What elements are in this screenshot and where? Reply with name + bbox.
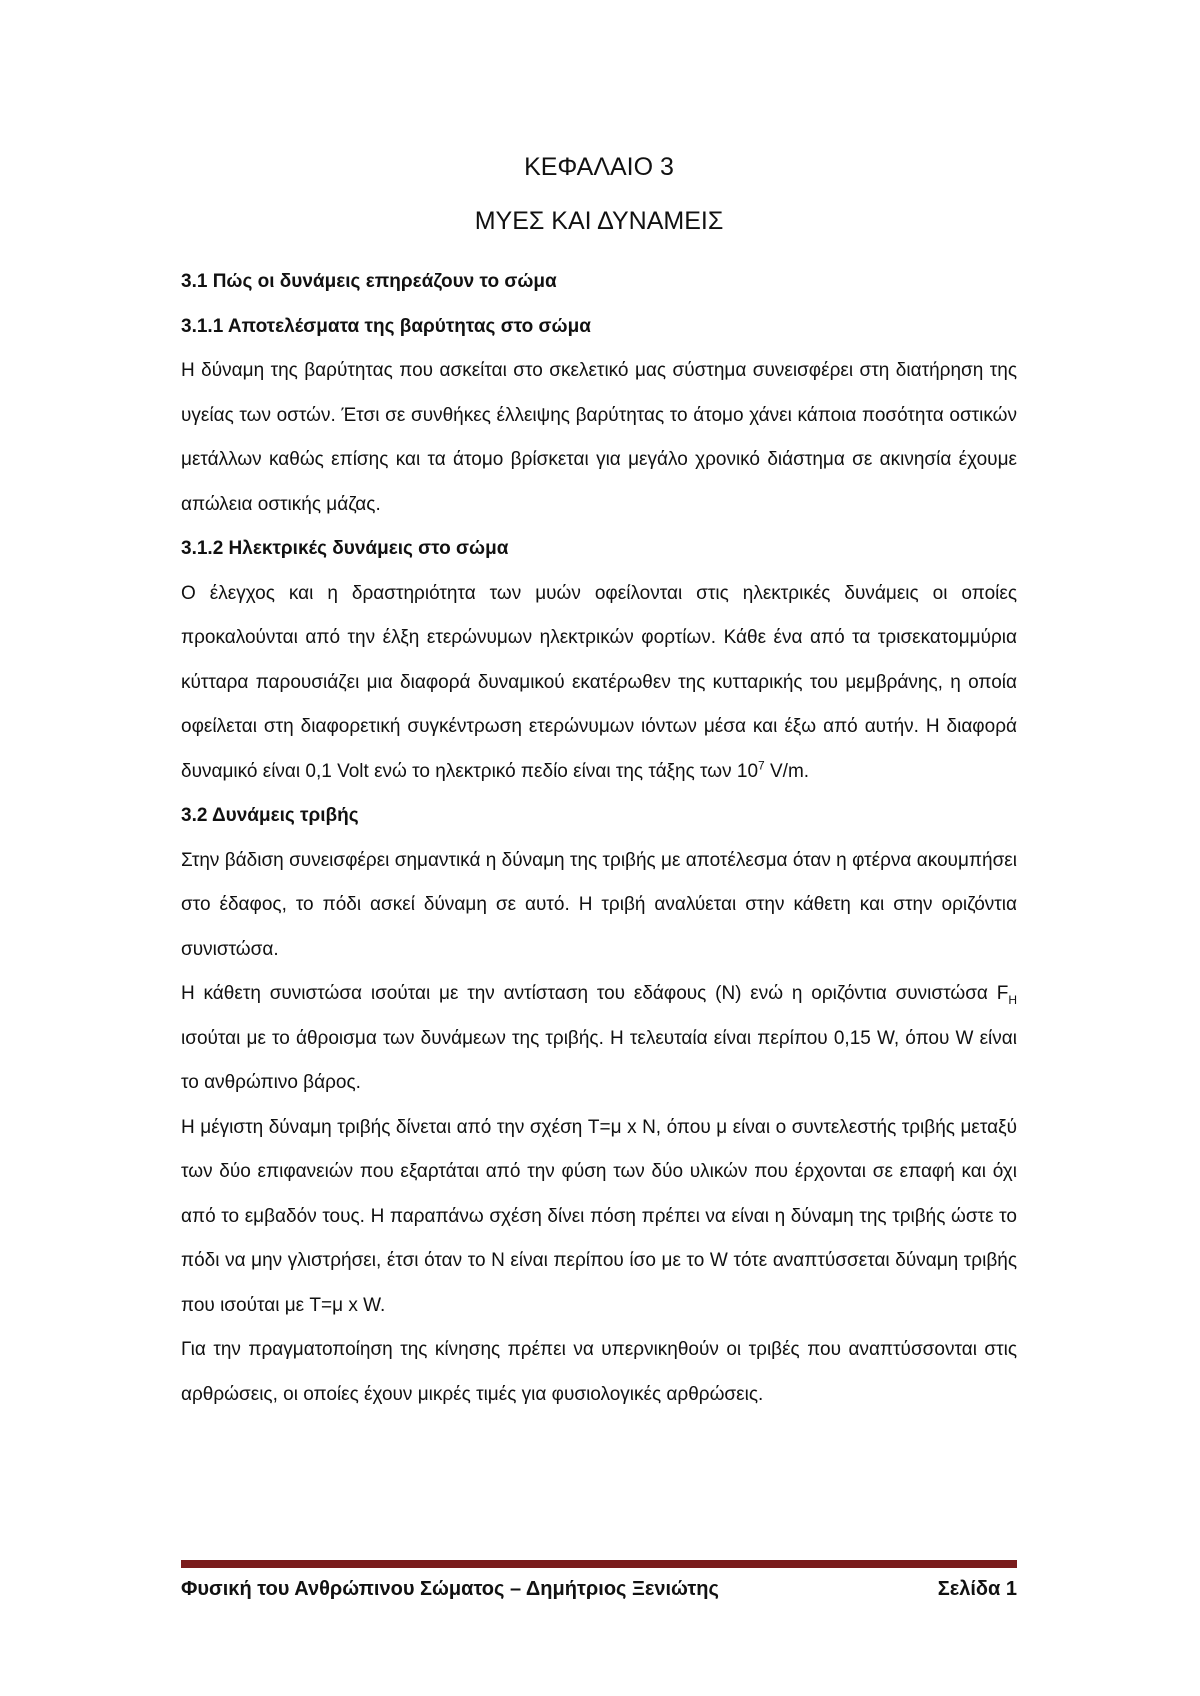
chapter-title: ΚΕΦΑΛΑΙΟ 3 — [524, 153, 674, 181]
exponent: 7 — [758, 758, 765, 773]
footer-rule — [181, 1560, 1017, 1568]
page-content — [181, 150, 1017, 1417]
section-heading-3-2: 3.2 Δυνάμεις τριβής — [181, 805, 359, 826]
section-heading-3-1-1: 3.1.1 Αποτελέσματα της βαρύτητας στο σώμα — [181, 315, 591, 337]
paragraph-electric-forces-text: Ο έλεγχος και η δραστηριότητα των μυών οφείλονται στις ηλεκτρικές δυνάμεις οι οποίες προκαλούνται από την έλξη ετερώνυμων ηλεκτρικών φορτίων. Κάθε ένα από τα τρισεκατομμύρια κύτταρα παρουσιάζει μια διαφορά δυναμικού εκατέρωθεν της κυτταρικής του μεμβράνης, η οποία οφείλεται στη διαφορετική συγκέντρωση ετερώνυμων ιόντων μέσα και έξω από αυτήν. Η διαφορά δυναμικό είναι 0,1 Volt ενώ το ηλεκτρικό πεδίο είναι της τάξης των 10 — [181, 582, 1017, 782]
subscript: H — [1008, 992, 1017, 1007]
paragraph-electric-forces-unit: V/m. — [764, 760, 810, 782]
paragraph-electric-forces — [181, 572, 1017, 795]
page-footer — [181, 1578, 1017, 1601]
footer-title: Φυσική του Ανθρώπινου Σώματος – Δημήτριος Ξενιώτης — [181, 1578, 719, 1600]
chapter-subtitle: ΜΥΕΣ ΚΑΙ ΔΥΝΑΜΕΙΣ — [474, 207, 724, 235]
page-number: Σελίδα 1 — [937, 1578, 1017, 1600]
paragraph-joint-friction: Για την πραγματοποίηση της κίνησης πρέπει να υπερνικηθούν οι τριβές που αναπτύσσονται στις αρθρώσεις, οι οποίες έχουν μικρές τιμές για φυσιολογικές αρθρώσεις. — [181, 1339, 1017, 1405]
paragraph-max-friction: Η μέγιστη δύναμη τριβής δίνεται από την σχέση T=μ x N, όπου μ είναι ο συντελεστής τριβής μεταξύ των δύο επιφανειών που εξαρτάται από την φύση των δύο υλικών που έρχονται σε επαφή και όχι από το εμβαδόν τους. Η παραπάνω σχέση δίνει πόση πρέπει να είναι η δύναμη της τριβής ώστε το πόδι να μην γλιστρήσει, έτσι όταν το N είναι περίπου ίσο με το W τότε αναπτύσσεται δύναμη τριβής που ισούται με T=μ x W. — [181, 1116, 1017, 1316]
paragraph-friction-components-rest: ισούται με το άθροισμα των δυνάμεων της τριβής. Η τελευταία είναι περίπου 0,15 W, όπου W είναι το ανθρώπινο βάρος. — [181, 1027, 1017, 1093]
paragraph-friction-components — [181, 972, 1017, 1106]
section-heading-3-1: 3.1 Πώς οι δυνάμεις επηρεάζουν το σώμα — [181, 271, 557, 292]
section-heading-3-1-2: 3.1.2 Ηλεκτρικές δυνάμεις στο σώμα — [181, 538, 509, 559]
paragraph-friction-components-text: Η κάθετη συνιστώσα ισούται με την αντίσταση του εδάφους (N) ενώ η οριζόντια συνιστώσα F — [181, 983, 1009, 1004]
paragraph-friction-walking: Στην βάδιση συνεισφέρει σημαντικά η δύναμη της τριβής με αποτέλεσμα όταν η φτέρνα ακουμπήσει στο έδαφος, το πόδι ασκεί δύναμη σε αυτό. Η τριβή αναλύεται στην κάθετη και στην οριζόντια συνιστώσα. — [181, 849, 1017, 960]
paragraph-gravity: Η δύναμη της βαρύτητας που ασκείται στο σκελετικό μας σύστημα συνεισφέρει στη διατήρηση της υγείας των οστών. Έτσι σε συνθήκες έλλειψης βαρύτητας το άτομο χάνει κάποια ποσότητα οστικών μετάλλων καθώς επίσης και τα άτομο βρίσκεται για μεγάλο χρονικό διάστημα σε ακινησία έχουμε απώλεια οστικής μάζας. — [181, 360, 1017, 515]
